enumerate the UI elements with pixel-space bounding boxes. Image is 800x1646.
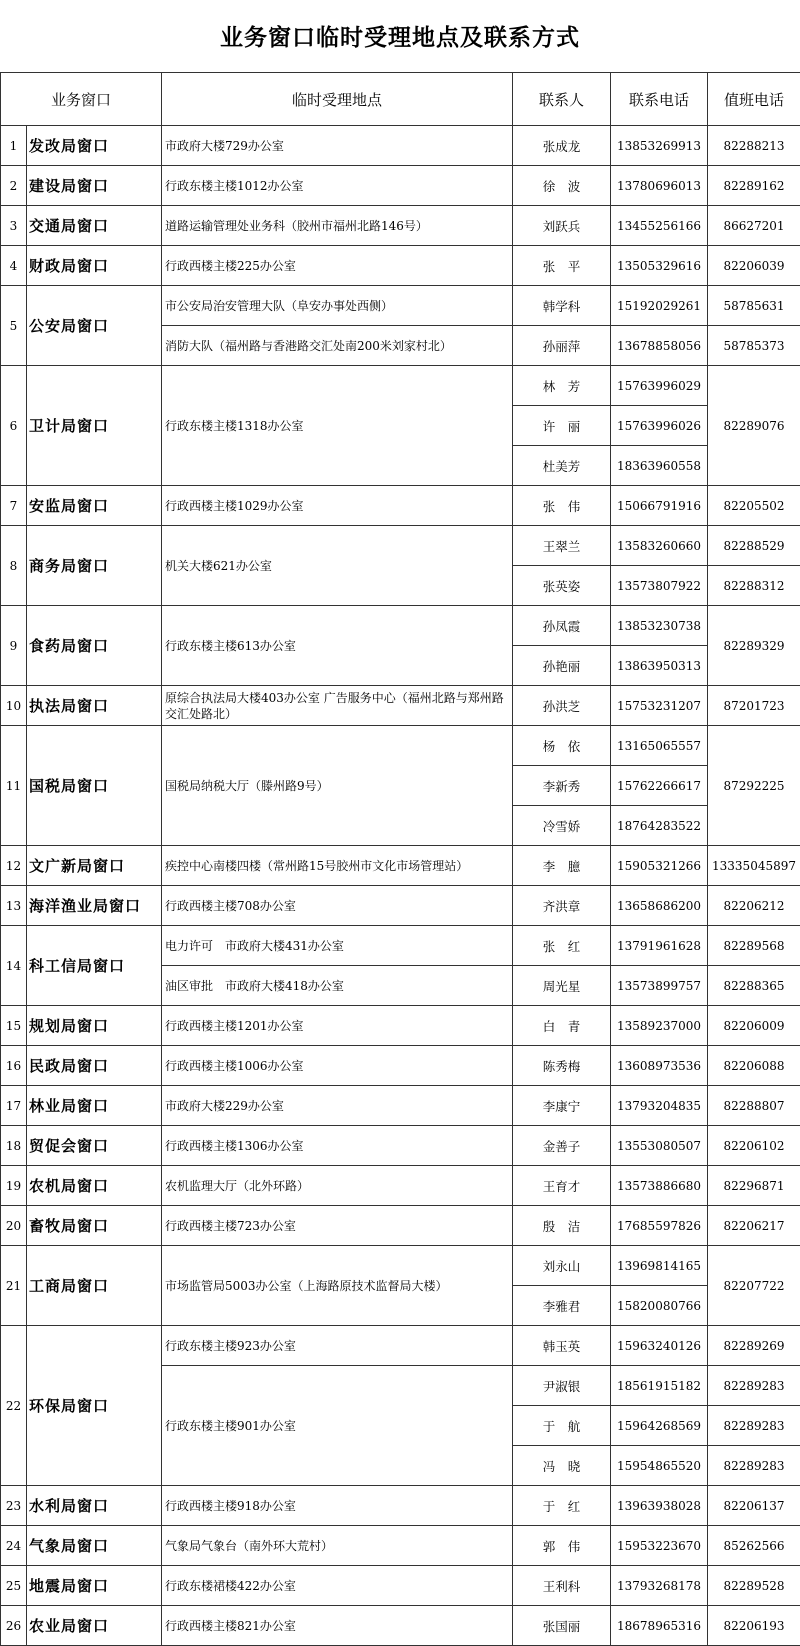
contact-phone: 13573899757 — [611, 966, 708, 1006]
contact-person: 徐 波 — [513, 166, 611, 206]
contact-phone: 13455256166 — [611, 206, 708, 246]
contact-phone: 18561915182 — [611, 1366, 708, 1406]
contact-person: 张 伟 — [513, 486, 611, 526]
contact-person: 陈秀梅 — [513, 1046, 611, 1086]
contact-phone: 13658686200 — [611, 886, 708, 926]
location-cell: 行政西楼主楼708办公室 — [162, 886, 513, 926]
contact-person: 冯 晓 — [513, 1446, 611, 1486]
row-number: 13 — [1, 886, 27, 926]
header-contact: 联系人 — [513, 73, 611, 126]
contact-phone: 13505329616 — [611, 246, 708, 286]
contact-phone: 18363960558 — [611, 446, 708, 486]
contact-person: 孙丽萍 — [513, 326, 611, 366]
contact-person: 孙洪芝 — [513, 686, 611, 726]
location-cell: 市政府大楼229办公室 — [162, 1086, 513, 1126]
row-number: 5 — [1, 286, 27, 366]
duty-phone: 82206212 — [708, 886, 800, 926]
table-row — [1, 1006, 800, 1046]
row-number: 6 — [1, 366, 27, 486]
row-number: 8 — [1, 526, 27, 606]
window-name: 执法局窗口 — [27, 686, 162, 726]
location-cell: 国税局纳税大厅（滕州路9号） — [162, 726, 513, 846]
window-name: 食药局窗口 — [27, 606, 162, 686]
contact-person: 张 红 — [513, 926, 611, 966]
table-row — [1, 166, 800, 206]
duty-phone: 82288312 — [708, 566, 800, 606]
contact-phone: 15763996029 — [611, 366, 708, 406]
location-cell: 行政东楼主楼1318办公室 — [162, 366, 513, 486]
contact-person: 王利科 — [513, 1566, 611, 1606]
duty-phone: 82289568 — [708, 926, 800, 966]
row-number: 22 — [1, 1326, 27, 1486]
contact-table — [0, 72, 800, 1646]
duty-phone: 82289283 — [708, 1446, 800, 1486]
window-name: 科工信局窗口 — [27, 926, 162, 1006]
table-row — [1, 1526, 800, 1566]
duty-phone: 82206193 — [708, 1606, 800, 1646]
window-name: 工商局窗口 — [27, 1246, 162, 1326]
contact-person: 张国丽 — [513, 1606, 611, 1646]
contact-person: 王翠兰 — [513, 526, 611, 566]
row-number: 3 — [1, 206, 27, 246]
contact-phone: 15066791916 — [611, 486, 708, 526]
duty-phone: 82289283 — [708, 1406, 800, 1446]
duty-phone: 87292225 — [708, 726, 800, 846]
duty-phone: 87201723 — [708, 686, 800, 726]
contact-phone: 15905321266 — [611, 846, 708, 886]
contact-person: 孙艳丽 — [513, 646, 611, 686]
contact-person: 孙凤霞 — [513, 606, 611, 646]
contact-phone: 18678965316 — [611, 1606, 708, 1646]
row-number: 1 — [1, 126, 27, 166]
contact-person: 齐洪章 — [513, 886, 611, 926]
table-row — [1, 366, 800, 406]
location-cell: 电力许可 市政府大楼431办公室 — [162, 926, 513, 966]
row-number: 24 — [1, 1526, 27, 1566]
table-row — [1, 1126, 800, 1166]
location-cell: 行政西楼主楼225办公室 — [162, 246, 513, 286]
duty-phone: 58785631 — [708, 286, 800, 326]
duty-phone: 82288213 — [708, 126, 800, 166]
duty-phone: 86627201 — [708, 206, 800, 246]
page-title: 业务窗口临时受理地点及联系方式 — [0, 0, 800, 72]
header-location: 临时受理地点 — [162, 73, 513, 126]
contact-person: 张 平 — [513, 246, 611, 286]
contact-phone: 13165065557 — [611, 726, 708, 766]
contact-person: 张成龙 — [513, 126, 611, 166]
location-cell: 行政西楼主楼1006办公室 — [162, 1046, 513, 1086]
location-cell: 机关大楼621办公室 — [162, 526, 513, 606]
table-row — [1, 1046, 800, 1086]
row-number: 15 — [1, 1006, 27, 1046]
contact-person: 李 臆 — [513, 846, 611, 886]
window-name: 农业局窗口 — [27, 1606, 162, 1646]
window-name: 财政局窗口 — [27, 246, 162, 286]
contact-person: 刘永山 — [513, 1246, 611, 1286]
contact-phone: 15963240126 — [611, 1326, 708, 1366]
contact-phone: 13863950313 — [611, 646, 708, 686]
location-cell: 消防大队（福州路与香港路交汇处南200米刘家村北） — [162, 326, 513, 366]
row-number: 14 — [1, 926, 27, 1006]
contact-phone: 13678858056 — [611, 326, 708, 366]
window-name: 国税局窗口 — [27, 726, 162, 846]
duty-phone: 82288365 — [708, 966, 800, 1006]
table-row — [1, 1086, 800, 1126]
table-row — [1, 726, 800, 766]
contact-phone: 13589237000 — [611, 1006, 708, 1046]
row-number: 16 — [1, 1046, 27, 1086]
window-name: 建设局窗口 — [27, 166, 162, 206]
location-cell: 行政东楼主楼1012办公室 — [162, 166, 513, 206]
duty-phone: 82288807 — [708, 1086, 800, 1126]
window-name: 农机局窗口 — [27, 1166, 162, 1206]
table-row — [1, 1606, 800, 1646]
duty-phone: 82289329 — [708, 606, 800, 686]
contact-person: 尹淑银 — [513, 1366, 611, 1406]
header-phone: 联系电话 — [611, 73, 708, 126]
window-name: 交通局窗口 — [27, 206, 162, 246]
row-number: 10 — [1, 686, 27, 726]
table-row — [1, 1326, 800, 1366]
contact-person: 白 青 — [513, 1006, 611, 1046]
location-cell: 气象局气象台（南外环大荒村） — [162, 1526, 513, 1566]
contact-phone: 13793268178 — [611, 1566, 708, 1606]
table-row — [1, 1206, 800, 1246]
location-cell: 行政西楼主楼821办公室 — [162, 1606, 513, 1646]
window-name: 畜牧局窗口 — [27, 1206, 162, 1246]
contact-person: 林 芳 — [513, 366, 611, 406]
contact-phone: 13573886680 — [611, 1166, 708, 1206]
table-row — [1, 1246, 800, 1286]
location-cell: 疾控中心南楼四楼（常州路15号胶州市文化市场管理站） — [162, 846, 513, 886]
location-cell: 市公安局治安管理大队（阜安办事处西侧） — [162, 286, 513, 326]
contact-person: 金善子 — [513, 1126, 611, 1166]
contact-phone: 15753231207 — [611, 686, 708, 726]
window-name: 气象局窗口 — [27, 1526, 162, 1566]
contact-person: 周光星 — [513, 966, 611, 1006]
window-name: 商务局窗口 — [27, 526, 162, 606]
contact-phone: 15763996026 — [611, 406, 708, 446]
table-row — [1, 286, 800, 326]
table-row — [1, 126, 800, 166]
table-body — [1, 126, 800, 1646]
duty-phone: 82206217 — [708, 1206, 800, 1246]
window-name: 林业局窗口 — [27, 1086, 162, 1126]
window-name: 水利局窗口 — [27, 1486, 162, 1526]
duty-phone: 82206088 — [708, 1046, 800, 1086]
duty-phone: 82206039 — [708, 246, 800, 286]
contact-person: 李新秀 — [513, 766, 611, 806]
duty-phone: 82289528 — [708, 1566, 800, 1606]
contact-phone: 13780696013 — [611, 166, 708, 206]
contact-phone: 15954865520 — [611, 1446, 708, 1486]
duty-phone: 82289162 — [708, 166, 800, 206]
window-name: 环保局窗口 — [27, 1326, 162, 1486]
duty-phone: 58785373 — [708, 326, 800, 366]
table-row — [1, 246, 800, 286]
contact-phone: 13793204835 — [611, 1086, 708, 1126]
window-name: 发改局窗口 — [27, 126, 162, 166]
row-number: 26 — [1, 1606, 27, 1646]
row-number: 25 — [1, 1566, 27, 1606]
row-number: 18 — [1, 1126, 27, 1166]
contact-phone: 15820080766 — [611, 1286, 708, 1326]
table-row — [1, 1566, 800, 1606]
window-name: 民政局窗口 — [27, 1046, 162, 1086]
location-cell: 市政府大楼729办公室 — [162, 126, 513, 166]
contact-phone: 13853230738 — [611, 606, 708, 646]
location-cell: 行政东楼主楼613办公室 — [162, 606, 513, 686]
contact-phone: 17685597826 — [611, 1206, 708, 1246]
table-row — [1, 606, 800, 646]
contact-person: 于 航 — [513, 1406, 611, 1446]
contact-phone: 13553080507 — [611, 1126, 708, 1166]
window-name: 安监局窗口 — [27, 486, 162, 526]
location-cell: 农机监理大厅（北外环路） — [162, 1166, 513, 1206]
duty-phone: 82289283 — [708, 1366, 800, 1406]
location-cell: 市场监管局5003办公室（上海路原技术监督局大楼） — [162, 1246, 513, 1326]
contact-phone: 13963938028 — [611, 1486, 708, 1526]
location-cell: 油区审批 市政府大楼418办公室 — [162, 966, 513, 1006]
contact-person: 冷雪娇 — [513, 806, 611, 846]
location-cell: 行政西楼主楼1201办公室 — [162, 1006, 513, 1046]
row-number: 20 — [1, 1206, 27, 1246]
location-cell: 行政东楼主楼901办公室 — [162, 1366, 513, 1486]
contact-person: 韩学科 — [513, 286, 611, 326]
window-name: 规划局窗口 — [27, 1006, 162, 1046]
contact-phone: 13608973536 — [611, 1046, 708, 1086]
contact-person: 张英姿 — [513, 566, 611, 606]
contact-phone: 18764283522 — [611, 806, 708, 846]
contact-phone: 13573807922 — [611, 566, 708, 606]
location-cell: 行政东楼裙楼422办公室 — [162, 1566, 513, 1606]
row-number: 12 — [1, 846, 27, 886]
duty-phone: 82206137 — [708, 1486, 800, 1526]
row-number: 11 — [1, 726, 27, 846]
window-name: 卫计局窗口 — [27, 366, 162, 486]
table-row — [1, 846, 800, 886]
table-row — [1, 206, 800, 246]
window-name: 海洋渔业局窗口 — [27, 886, 162, 926]
row-number: 7 — [1, 486, 27, 526]
contact-person: 许 丽 — [513, 406, 611, 446]
row-number: 2 — [1, 166, 27, 206]
row-number: 17 — [1, 1086, 27, 1126]
location-cell: 道路运输管理处业务科（胶州市福州北路146号） — [162, 206, 513, 246]
row-number: 9 — [1, 606, 27, 686]
location-cell: 行政西楼主楼723办公室 — [162, 1206, 513, 1246]
duty-phone: 82205502 — [708, 486, 800, 526]
table-header-row — [1, 73, 800, 126]
row-number: 23 — [1, 1486, 27, 1526]
table-row — [1, 526, 800, 566]
contact-phone: 15192029261 — [611, 286, 708, 326]
window-name: 地震局窗口 — [27, 1566, 162, 1606]
contact-person: 于 红 — [513, 1486, 611, 1526]
contact-phone: 13583260660 — [611, 526, 708, 566]
duty-phone: 82289269 — [708, 1326, 800, 1366]
table-row — [1, 926, 800, 966]
contact-phone: 13791961628 — [611, 926, 708, 966]
table-row — [1, 686, 800, 726]
contact-person: 王育才 — [513, 1166, 611, 1206]
table-row — [1, 886, 800, 926]
contact-person: 李康宁 — [513, 1086, 611, 1126]
contact-person: 殷 洁 — [513, 1206, 611, 1246]
location-cell: 行政西楼主楼1306办公室 — [162, 1126, 513, 1166]
contact-person: 刘跃兵 — [513, 206, 611, 246]
contact-phone: 15964268569 — [611, 1406, 708, 1446]
row-number: 21 — [1, 1246, 27, 1326]
location-cell: 行政东楼主楼923办公室 — [162, 1326, 513, 1366]
duty-phone: 13335045897 — [708, 846, 800, 886]
contact-phone: 13969814165 — [611, 1246, 708, 1286]
duty-phone: 82289076 — [708, 366, 800, 486]
duty-phone: 82206009 — [708, 1006, 800, 1046]
contact-person: 李雅君 — [513, 1286, 611, 1326]
duty-phone: 82296871 — [708, 1166, 800, 1206]
contact-person: 杨 依 — [513, 726, 611, 766]
duty-phone: 82206102 — [708, 1126, 800, 1166]
contact-phone: 13853269913 — [611, 126, 708, 166]
duty-phone: 82288529 — [708, 526, 800, 566]
row-number: 19 — [1, 1166, 27, 1206]
duty-phone: 85262566 — [708, 1526, 800, 1566]
duty-phone: 82207722 — [708, 1246, 800, 1326]
window-name: 文广新局窗口 — [27, 846, 162, 886]
contact-phone: 15762266617 — [611, 766, 708, 806]
location-cell: 行政西楼主楼1029办公室 — [162, 486, 513, 526]
header-duty: 值班电话 — [708, 73, 800, 126]
table-row — [1, 1486, 800, 1526]
location-cell: 行政西楼主楼918办公室 — [162, 1486, 513, 1526]
window-name: 贸促会窗口 — [27, 1126, 162, 1166]
row-number: 4 — [1, 246, 27, 286]
location-cell: 原综合执法局大楼403办公室 广告服务中心（福州北路与郑州路交汇处路北） — [162, 686, 513, 726]
contact-person: 韩玉英 — [513, 1326, 611, 1366]
header-window: 业务窗口 — [1, 73, 162, 126]
contact-person: 杜美芳 — [513, 446, 611, 486]
table-row — [1, 1166, 800, 1206]
contact-phone: 15953223670 — [611, 1526, 708, 1566]
window-name: 公安局窗口 — [27, 286, 162, 366]
contact-person: 郭 伟 — [513, 1526, 611, 1566]
table-row — [1, 486, 800, 526]
